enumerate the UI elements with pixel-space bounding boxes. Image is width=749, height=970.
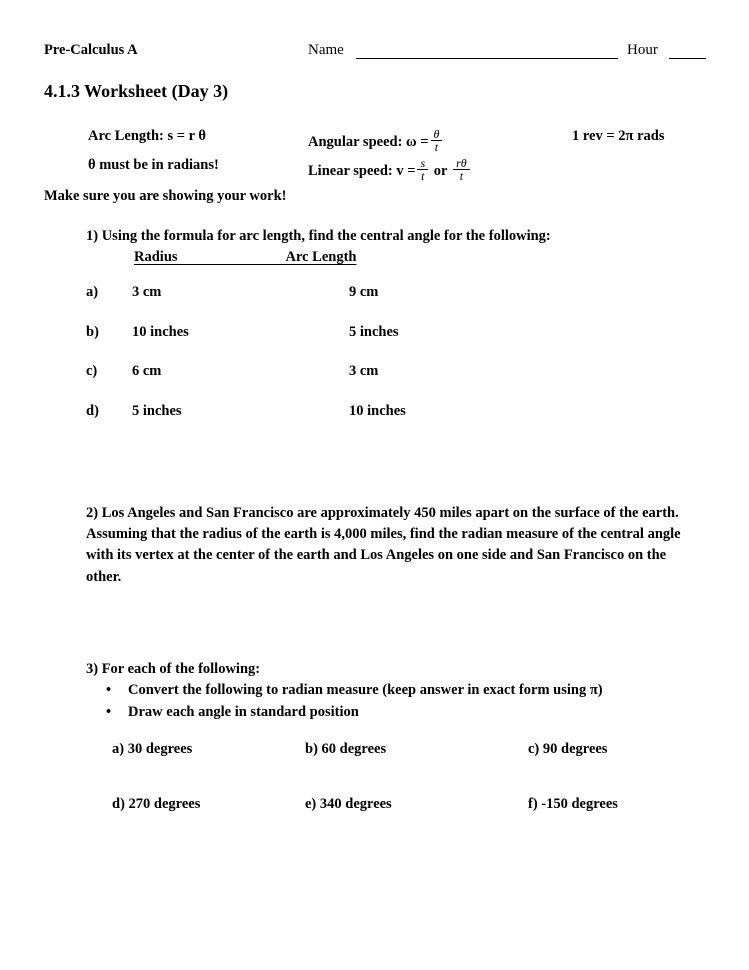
name-blank-line[interactable] [356, 58, 618, 59]
formula-line-2 [44, 157, 706, 186]
bullet-icon: • [106, 703, 112, 720]
linear-speed-fraction-2 [453, 157, 470, 182]
course-name: Pre-Calculus A [44, 42, 138, 58]
problem-1-rows [44, 284, 706, 442]
row-arc-length: 10 inches [349, 402, 406, 419]
angular-speed-numerator: θ [433, 127, 440, 141]
linear-speed-label: Linear speed: v = [308, 163, 416, 180]
radians-note: θ must be in radians! [88, 157, 219, 173]
row-arc-length: 5 inches [349, 323, 399, 340]
linear-speed-formula [308, 157, 472, 182]
row-letter: c) [86, 363, 98, 379]
hour-label: Hour [627, 42, 658, 58]
problem-3-item-e: e) 340 degrees [305, 796, 392, 812]
row-radius: 3 cm [132, 284, 162, 300]
row-radius: 5 inches [132, 402, 182, 419]
formula-block [44, 128, 706, 186]
row-arc-length: 3 cm [349, 363, 379, 379]
table-row [44, 284, 706, 324]
angular-speed-label: Angular speed: ω = [308, 134, 429, 151]
table-row [44, 363, 706, 403]
hour-blank-line[interactable] [669, 58, 706, 59]
row-letter: d) [86, 402, 99, 419]
arc-length-formula: Arc Length: s = r θ [88, 128, 206, 144]
revolution-identity: 1 rev = 2π rads [572, 128, 665, 144]
page-title: 4.1.3 Worksheet (Day 3) [44, 81, 229, 101]
problem-3-row-1 [44, 741, 706, 796]
bullet-text: Draw each angle in standard position [128, 703, 359, 720]
problem-3-item-a: a) 30 degrees [112, 741, 193, 757]
problem-3-row-2 [44, 796, 706, 851]
row-letter: b) [86, 323, 99, 340]
show-work-instruction: Make sure you are showing your work! [44, 188, 287, 204]
angular-speed-denominator: t [431, 140, 443, 153]
page-header [44, 42, 706, 64]
table-row [44, 403, 706, 443]
problem-1-column-headers: Radius Arc Length [134, 249, 357, 265]
linear-speed-denominator-2: t [453, 169, 470, 182]
problem-3-item-d: d) 270 degrees [112, 796, 201, 812]
row-arc-length: 9 cm [349, 284, 379, 300]
problem-3-bullet-list [44, 682, 706, 725]
problem-3-item-f: f) -150 degrees [528, 796, 618, 812]
row-radius: 6 cm [132, 363, 162, 379]
problem-3-item-b: b) 60 degrees [305, 741, 387, 757]
problem-1-prompt: 1) Using the formula for arc length, find the central angle for the following: [86, 228, 551, 244]
problem-3-item-c: c) 90 degrees [528, 741, 608, 757]
list-item [44, 682, 706, 704]
problem-3-prompt: 3) For each of the following: [86, 661, 261, 677]
table-row [44, 324, 706, 364]
linear-speed-or: or [433, 163, 448, 180]
linear-speed-denominator-1: t [417, 169, 428, 182]
bullet-text: Convert the following to radian measure (keep answer in exact form using π) [128, 682, 603, 698]
linear-speed-numerator-2: rθ [456, 156, 467, 170]
bullet-icon: • [106, 682, 112, 698]
problem-3-items-grid [44, 741, 706, 851]
row-radius: 10 inches [132, 323, 189, 340]
list-item [44, 704, 706, 726]
angular-speed-formula [308, 128, 444, 153]
formula-line-1 [44, 128, 706, 157]
linear-speed-fraction-1 [417, 157, 428, 182]
linear-speed-numerator-1: s [420, 156, 426, 170]
row-letter: a) [86, 284, 99, 300]
problem-2-text: 2) Los Angeles and San Francisco are approximately 450 miles apart on the surface of the earth. Assuming that the radius of the earth is 4,000 miles, find the radian measure of the central angle with its vertex at the center of the earth and Los Angeles on one side and San Francisco on the other. [86, 505, 681, 585]
name-label: Name [308, 42, 344, 58]
angular-speed-fraction [431, 128, 443, 153]
